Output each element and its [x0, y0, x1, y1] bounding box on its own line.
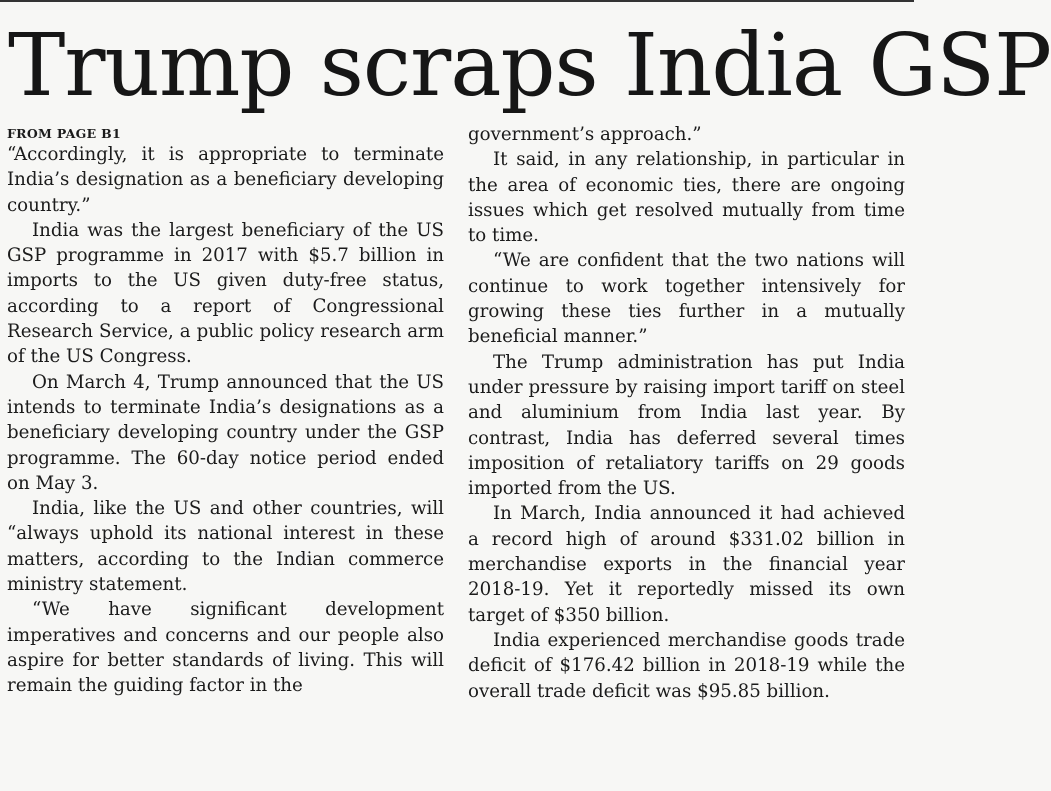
paragraph: India experienced merchandise goods trade deficit of $176.42 billion in 2018-19 while the overall trade deficit was $95.85 billion. — [468, 629, 905, 702]
headline: Trump scraps India GSP — [8, 16, 1051, 116]
paragraph: India was the largest beneficiary of the US GSP programme in 2017 with $5.7 billion in imports to the US given duty-free status, according to a report of Congressional Research Service, a public policy research arm of the US Congress. — [7, 219, 444, 368]
paragraph: “We have significant development imperatives and concerns and our people also aspire for better standards of living. This will remain the guiding factor in the — [7, 599, 444, 697]
paragraph: India, like the US and other countries, will “always uphold its national interest in these matters, according to the Indian commerce ministry statement. — [7, 498, 444, 596]
paragraph: government’s approach.” — [468, 124, 702, 145]
paragraph: On March 4, Trump announced that the US intends to terminate India’s designations as a beneficiary developing country under the GSP programme. The 60-day notice period ended on May 3. — [7, 371, 444, 494]
right-column — [468, 122, 905, 704]
kicker: FROM PAGE B1 — [7, 126, 121, 141]
paragraph: In March, India announced it had achieved a record high of around $331.02 billion in merchandise exports in the financial year 2018-19. Yet it reportedly missed its own target of $350 billion. — [468, 503, 905, 626]
left-column — [7, 125, 444, 699]
paragraph: “We are confident that the two nations will continue to work together intensively for growing these ties further in a mutually beneficial manner.” — [468, 250, 905, 348]
paragraph: It said, in any relationship, in particular in the area of economic ties, there are ongoing issues which get resolved mutually from time to time. — [468, 149, 905, 247]
paragraph: The Trump administration has put India under pressure by raising import tariff on steel and aluminium from India last year. By contrast, India has deferred several times imposition of retaliatory tariffs on 29 goods imported from the US. — [468, 351, 905, 500]
top-rule — [0, 0, 914, 2]
paragraph: “Accordingly, it is appropriate to terminate India’s designation as a beneficiary developing country.” — [7, 144, 444, 216]
